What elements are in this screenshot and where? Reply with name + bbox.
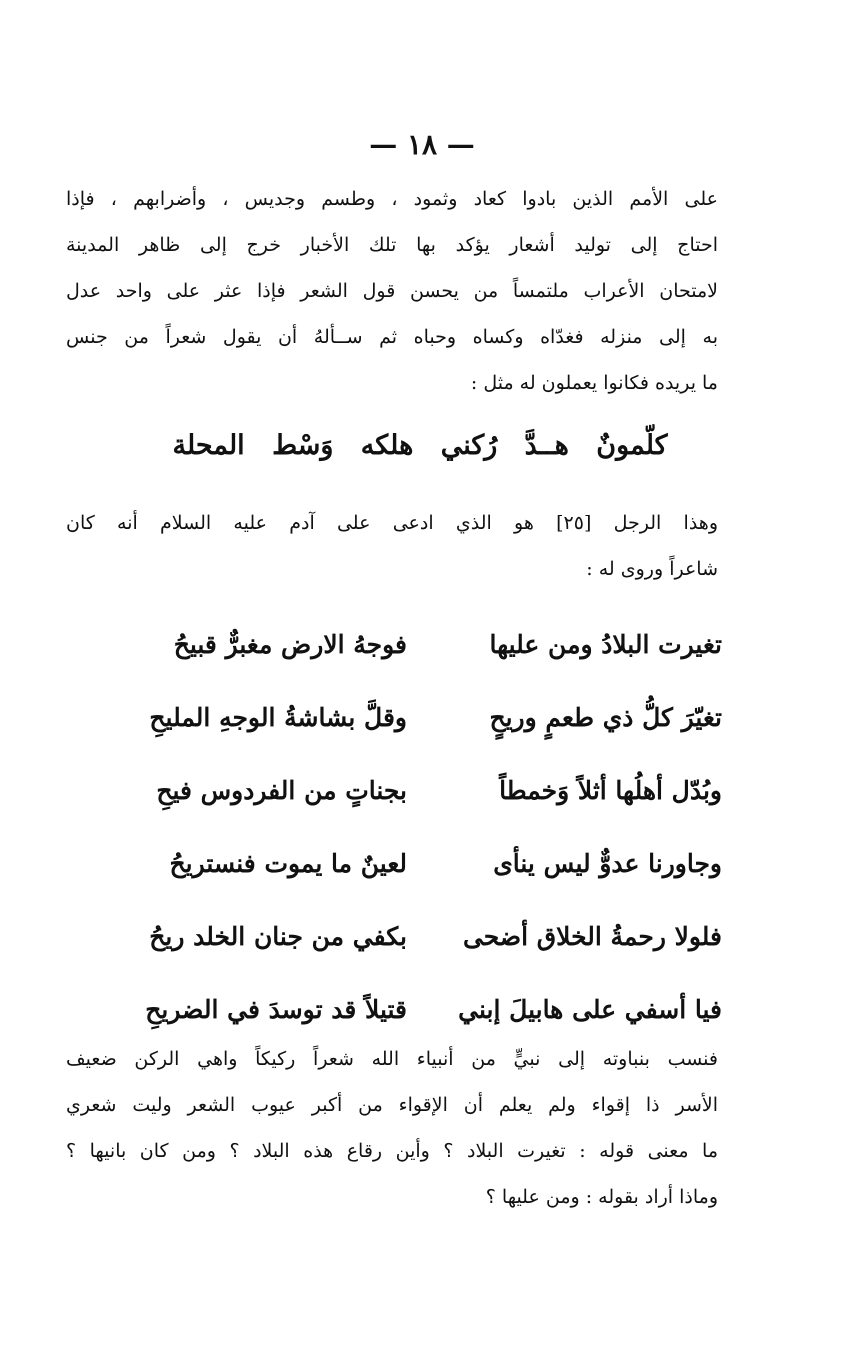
verse-second-hemistich: قتيلاً قد توسدَ في الضريحِ bbox=[145, 995, 407, 1024]
verse-first-hemistich: وبُدّل أهلُها أثلاً وَخمطاً bbox=[499, 776, 722, 805]
verse-second-hemistich: بجناتٍ من الفردوس فيحِ bbox=[156, 776, 407, 805]
poem-verse bbox=[72, 754, 722, 827]
text-line: على الأمم الذين بادوا كعاد وثمود ، وطسم وجديس ، وأضرابهم ، فإذا bbox=[66, 188, 718, 210]
verse-first-hemistich: فيا أسفي على هابيلَ إبني bbox=[458, 995, 722, 1024]
verse-second-hemistich: لعينٌ ما يموت فنستريحُ bbox=[169, 849, 407, 878]
text-line: احتاج إلى توليد أشعار يؤكد بها تلك الأخبار خرج إلى ظاهر المدينة bbox=[66, 234, 718, 256]
verse-first-hemistich: تغيرت البلادُ ومن عليها bbox=[489, 630, 722, 659]
verse-first-hemistich: تغيّرَ كلُّ ذي طعمٍ وريحٍ bbox=[489, 703, 722, 732]
verse-second-hemistich: وقلَّ بشاشةُ الوجهِ المليحِ bbox=[149, 703, 407, 732]
text-line: ما يريده فكانوا يعملون له مثل : bbox=[470, 372, 718, 394]
text-line: وماذا أراد بقوله : ومن عليها ؟ bbox=[485, 1186, 718, 1208]
text-line: فنسب بنباوته إلى نبيٍّ من أنبياء الله شعراً ركيكاً واهي الركن ضعيف bbox=[66, 1048, 718, 1070]
text-line: لامتحان الأعراب ملتمساً من يحسن قول الشعر فإذا عثر على واحد عدل bbox=[66, 280, 718, 302]
quoted-half-verse: كلّمونٌ هــدَّ رُكني هلكه وَسْط المحلة bbox=[172, 430, 668, 461]
poem-verse bbox=[72, 681, 722, 754]
text-line: وهذا الرجل [٢٥] هو الذي ادعى على آدم عليه السلام أنه كان bbox=[66, 512, 719, 534]
poem-verse bbox=[72, 900, 722, 973]
verse-first-hemistich: وجاورنا عدوٌّ ليس ينأى bbox=[493, 849, 722, 878]
paragraph-attribution bbox=[66, 500, 718, 592]
verse-second-hemistich: بكفي من جنان الخلد ريحُ bbox=[149, 922, 407, 951]
text-line: شاعراً وروى له : bbox=[586, 558, 718, 580]
poem-verse bbox=[72, 827, 722, 900]
poem bbox=[72, 608, 722, 1046]
verse-second-hemistich: فوجهُ الارض مغبرٌّ قبيحُ bbox=[173, 630, 407, 659]
poem-verse bbox=[72, 608, 722, 681]
page-number: — ١٨ — bbox=[369, 128, 475, 161]
paragraph-critique bbox=[66, 1036, 718, 1220]
paragraph-intro bbox=[66, 176, 718, 406]
text-line: الأسر ذا إقواء ولم يعلم أن الإقواء من أكبر عيوب الشعر وليت شعري bbox=[66, 1094, 718, 1116]
text-line: ما معنى قوله : تغيرت البلاد ؟ وأين رقاع هذه البلاد ؟ ومن كان بانيها ؟ bbox=[66, 1140, 718, 1162]
text-line: به إلى منزله فغدّاه وكساه وحباه ثم ســألهُ أن يقول شعراً من جنس bbox=[66, 326, 718, 348]
verse-first-hemistich: فلولا رحمةُ الخلاق أضحى bbox=[462, 922, 722, 951]
